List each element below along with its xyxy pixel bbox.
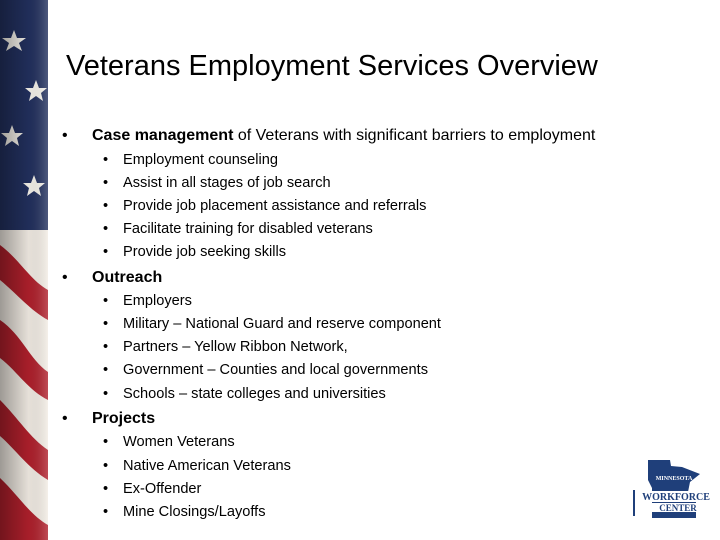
bullet-icon: • (103, 316, 109, 332)
item-text: Women Veterans (123, 434, 235, 450)
list-item (103, 175, 331, 191)
section-heading-outreach (62, 269, 163, 287)
section-heading-case-management (62, 127, 596, 145)
item-text: Government – Counties and local governments (123, 362, 429, 378)
list-item (103, 293, 192, 309)
bullet-icon: • (103, 458, 109, 474)
logo-line1: MINNESOTA (655, 476, 693, 482)
logo-line2: WORKFORCE (642, 492, 710, 503)
list-item (103, 198, 427, 214)
item-text: Employers (123, 293, 192, 309)
heading-rest: of Veterans with significant barriers to employment (233, 127, 596, 144)
bullet-icon: • (62, 269, 68, 286)
list-item (103, 221, 373, 237)
bullet-icon: • (103, 244, 109, 260)
list-item (103, 339, 348, 355)
item-text: Partners – Yellow Ribbon Network, (123, 339, 348, 355)
list-item (103, 434, 235, 450)
item-text: Native American Veterans (123, 458, 291, 474)
workforce-center-logo (630, 458, 716, 520)
heading-bold: Projects (92, 410, 156, 427)
item-text: Employment counseling (123, 152, 278, 168)
heading-bold: Outreach (92, 269, 163, 286)
bullet-icon: • (103, 434, 109, 450)
heading-bold: Case management (92, 127, 234, 144)
bullet-icon: • (103, 175, 109, 191)
page-title: Veterans Employment Services Overview (66, 50, 598, 82)
logo-line3: CENTER (659, 503, 697, 513)
list-item (103, 316, 441, 332)
bullet-icon: • (103, 504, 109, 520)
item-text: Military – National Guard and reserve component (123, 316, 441, 332)
list-item (103, 362, 429, 378)
bullet-icon: • (103, 481, 109, 497)
bullet-icon: • (62, 127, 68, 144)
us-flag-icon (0, 0, 48, 540)
bullet-icon: • (103, 221, 109, 237)
section-heading-projects (62, 410, 156, 428)
item-text: Mine Closings/Layoffs (123, 504, 266, 520)
minnesota-state-icon (630, 458, 716, 520)
bullet-icon: • (103, 362, 109, 378)
bullet-icon: • (103, 386, 109, 402)
list-item (103, 504, 266, 520)
item-text: Schools – state colleges and universities (123, 386, 386, 402)
list-item (103, 386, 386, 402)
bullet-icon: • (103, 339, 109, 355)
bullet-icon: • (62, 410, 68, 427)
item-text: Assist in all stages of job search (123, 175, 331, 191)
bullet-icon: • (103, 152, 109, 168)
item-text: Provide job seeking skills (123, 244, 287, 260)
item-text: Facilitate training for disabled veterans (123, 221, 373, 237)
list-item (103, 244, 287, 260)
flag-decoration (0, 0, 48, 540)
list-item (103, 152, 278, 168)
bullet-icon: • (103, 198, 109, 214)
item-text: Provide job placement assistance and referrals (123, 198, 427, 214)
list-item (103, 458, 291, 474)
item-text: Ex-Offender (123, 481, 202, 497)
bullet-icon: • (103, 293, 109, 309)
list-item (103, 481, 202, 497)
